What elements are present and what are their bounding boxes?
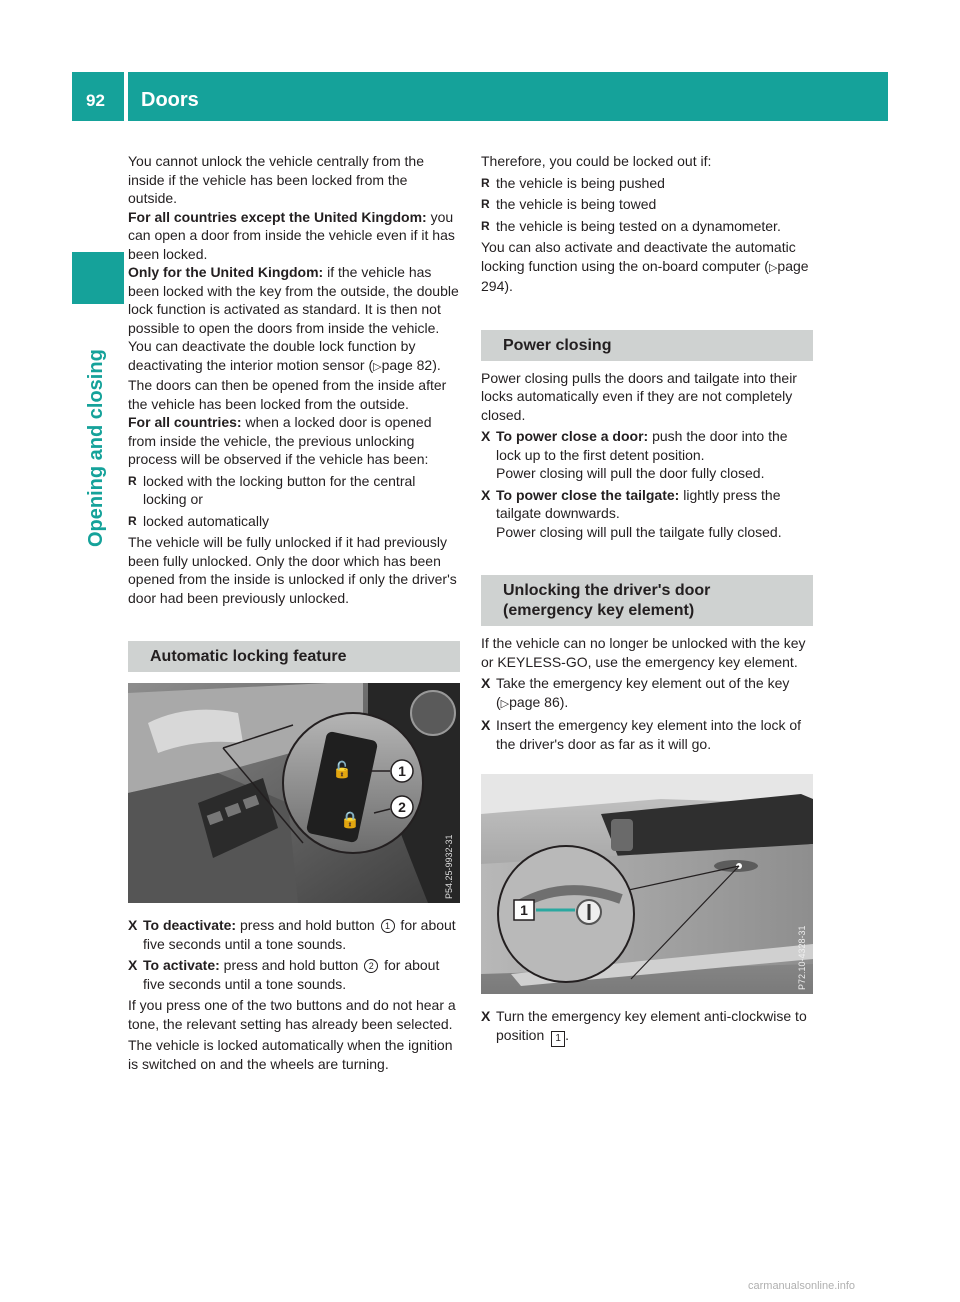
list-item [128,472,460,509]
instruction-step [481,1007,813,1047]
paragraph [128,413,460,469]
door-panel-figure [128,683,460,903]
list-item [481,174,813,193]
callout-2: 2 [398,799,406,815]
chapter-title: Doors [141,89,199,111]
callout-ref-2: 2 [364,959,378,973]
step-text: . [565,1026,570,1043]
page-ref-arrow-icon: ▷ [500,697,510,710]
step-text: Take the emergency key element out of the key ( [496,675,790,710]
list-item [481,217,813,236]
right-column [481,152,813,1047]
instruction-step [481,716,813,753]
paragraph [128,208,460,264]
driver-door-illustration [481,774,813,994]
figure-code: P72.10-4328-31 [797,925,807,990]
step-text: press and hold button [236,917,379,933]
step-arrow-icon: X [481,486,491,503]
bullet-marker-icon: R [481,175,490,190]
bold-label: For all countries except the United Kingdom: [128,208,427,225]
page-number: 92 [86,91,105,110]
step-text: Turn the emergency key element anti-clockwise to position [496,1008,807,1043]
section-heading: Unlocking the driver's door (emergency key element) [481,575,813,626]
page-reference-link[interactable]: page 86 [509,693,560,710]
door-panel-illustration [128,683,460,903]
step-result-text: Power closing will pull the tailgate fully closed. [496,523,782,540]
paragraph: You cannot unlock the vehicle centrally from the inside if the vehicle has been locked from the outside. [128,153,424,206]
bullet-marker-icon: R [128,513,137,528]
step-arrow-icon: X [481,675,491,691]
bold-label: For all countries: [128,414,242,430]
paragraph: Therefore, you could be locked out if: [481,153,712,169]
paragraph: Power closing pulls the doors and tailgate into their locks automatically even if they are not completely closed. [481,369,797,423]
left-column [128,152,460,1073]
callout-ref-1: 1 [381,919,395,933]
list-item-text: locked automatically [143,512,270,529]
paragraph-text: you can open a door from inside the vehicle even if it has been locked. [128,208,455,262]
bold-label: To activate: [143,957,220,973]
instruction-step [481,427,813,483]
paragraph [481,238,813,296]
unlock-symbol-icon: 🔓 [332,760,352,779]
bold-label: To power close a door: [496,428,649,444]
list-item-text: the vehicle is being pushed [496,174,665,191]
bullet-marker-icon: R [128,473,137,488]
paragraph: The vehicle will be fully unlocked if it had previously been fully unlocked. Only the door which has been opened from the inside is unlocked if only the driver's door had been previously unlocked. [128,534,457,606]
side-chapter-title: Opening and closing [85,349,107,547]
step-text: for about five seconds until a tone sounds. [143,917,456,952]
step-arrow-icon: X [481,1008,491,1024]
page-reference-link[interactable]: page 82 [381,356,433,373]
watermark-footer: carmanualsonline.info [748,1280,856,1292]
instruction-step [128,956,460,993]
paragraph-text: You can also activate and deactivate the automatic locking function using the on-board computer ( [481,239,796,274]
header-bar [128,72,888,121]
list-item-text: locked with the locking button for the central locking or [143,472,416,507]
driver-door-figure [481,774,813,994]
callout-1: 1 [398,763,406,779]
page-reference-link[interactable]: page 294 [481,257,809,294]
instruction-step [481,486,813,542]
step-arrow-icon: X [128,957,138,973]
step-text: push the door into the lock up to the first detent position. [496,428,788,463]
paragraph: If you press one of the two buttons and do not hear a tone, the relevant setting has already been selected. [128,997,456,1032]
bullet-marker-icon: R [481,197,490,211]
step-arrow-icon: X [481,428,491,444]
step-text: for about five seconds until a tone sounds. [143,957,440,992]
paragraph: If the vehicle can no longer be unlocked with the key or KEYLESS-GO, use the emergency key element. [481,635,806,670]
paragraph-text: ). The doors can then be opened from the inside after the vehicle has been locked from the outside. [128,356,447,412]
list-item [481,195,813,214]
position-ref-1: 1 [551,1031,565,1047]
bold-label: To power close the tailgate: [496,486,680,503]
paragraph-text: when a locked door is opened from inside the vehicle, the previous unlocking process will be observed if the vehicle has been: [128,414,432,467]
paragraph: The vehicle is locked automatically when the ignition is switched on and the wheels are turning. [128,1037,453,1072]
step-text: lightly press the tailgate downwards. [496,486,781,521]
page-ref-arrow-icon: ▷ [373,360,382,373]
step-text: ). [559,693,569,710]
page-ref-arrow-icon: ▷ [768,261,778,274]
step-result-text: Power closing will pull the door fully closed. [496,465,765,481]
list-item [128,512,460,531]
bold-label: To deactivate: [143,917,237,933]
step-arrow-icon: X [481,717,491,733]
list-item-text: the vehicle is being tested on a dynamometer. [496,217,781,234]
bold-label: Only for the United Kingdom: [128,264,324,280]
paragraph [128,263,460,413]
figure-code: P54.25-9932-31 [444,834,454,899]
paragraph-text: if the vehicle has been locked with the key from the outside, the double lock function is activated as standard. It is then not possible to open the doors from inside the vehicle. You can deactivate the double lock function by deactivating the interior motion sensor ( [128,264,459,373]
step-text: Insert the emergency key element into the lock of the driver's door as far as it will go. [496,717,802,752]
section-heading: Power closing [481,330,813,361]
instruction-step [481,674,813,713]
list-item-text: the vehicle is being towed [496,196,657,212]
step-text: press and hold button [219,957,363,973]
bullet-marker-icon: R [481,218,490,233]
lock-symbol-icon: 🔒 [340,810,360,829]
paragraph-text: ). [504,278,513,294]
section-heading: Automatic locking feature [128,641,460,672]
instruction-step [128,916,460,953]
step-arrow-icon: X [128,917,138,933]
position-label-1: 1 [520,902,528,918]
